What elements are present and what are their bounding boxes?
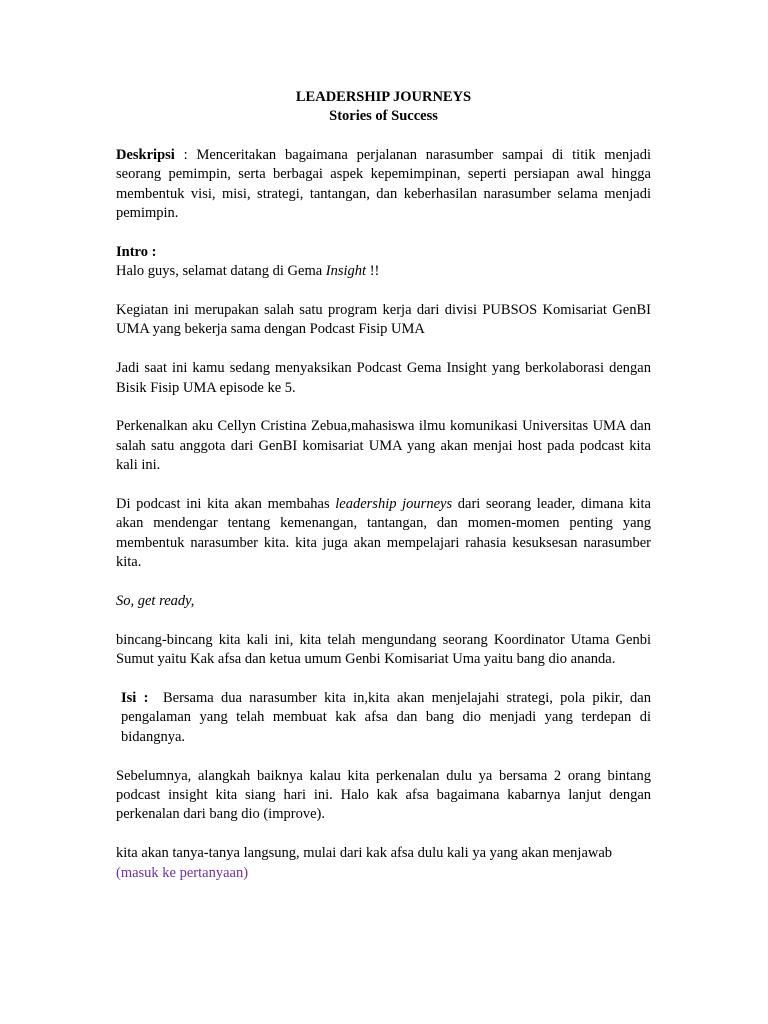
document-title: LEADERSHIP JOURNEYS [295, 89, 472, 105]
greeting-pre: Halo guys, selamat datang di Gema [116, 263, 326, 280]
deskripsi-paragraph [116, 146, 651, 224]
paragraph-topic [116, 495, 655, 573]
deskripsi-label: Deskripsi [116, 146, 175, 163]
questions-text: kita akan tanya-tanya langsung, mulai dari kak afsa dulu kali ya yang akan menjawab [116, 845, 613, 862]
greeting-post: !! [366, 263, 380, 280]
paragraph-program: Kegiatan ini merupakan salah satu program kerja dari divisi PUBSOS Komisariat GenBI UMA yang bekerja sama dengan Podcast Fisip UMA [116, 302, 651, 338]
document-subtitle: Stories of Success [329, 108, 438, 125]
isi-paragraph [116, 689, 655, 747]
paragraph-questions [116, 844, 651, 883]
paragraph-host-intro: Perkenalkan aku Cellyn Cristina Zebua,mahasiswa ilmu komunikasi Universitas UMA dan salah satu anggota dari GenBI komisariat UMA yang akan menjai host pada podcast kita kali ini. [116, 418, 651, 474]
topic-post: dari seorang leader, dimana kita akan mendengar tentang kemenangan, tantangan, dan momen-momen penting yang membentuk narasumber kita. kita juga akan mempelajari rahasia kesuksesan narasumber kita. [116, 496, 655, 571]
greeting-italic: Insight [325, 263, 367, 280]
topic-italic: leadership journeys [335, 496, 453, 513]
paragraph-episode: Jadi saat ini kamu sedang menyaksikan Podcast Gema Insight yang berkolaborasi dengan Bisik Fisip UMA episode ke 5. [116, 360, 651, 396]
greeting-paragraph [116, 262, 651, 281]
intro-label: Intro : [116, 243, 157, 260]
paragraph-guests: bincang-bincang kita kali ini, kita telah mengundang seorang Koordinator Utama Genbi Sumut yaitu Kak afsa dan ketua umum Genbi Komisariat Uma yaitu bang dio ananda. [116, 631, 651, 668]
get-ready-line: So, get ready, [116, 593, 195, 610]
paragraph-introductions: Sebelumnya, alangkah baiknya kalau kita perkenalan dulu ya bersama 2 orang bintang podcast insight kita siang hari ini. Halo kak afsa bagaimana kabarnya lanjut dengan perkenalan dari bang dio (improve). [116, 767, 651, 823]
topic-pre: Di podcast ini kita akan membahas [116, 496, 336, 513]
isi-text: Bersama dua narasumber kita in,kita akan menjelajahi strategi, pola pikir, dan pengalaman yang telah membuat kak afsa dan bang dio menjadi yang terdepan di bidangnya. [121, 690, 655, 745]
deskripsi-separator: : [174, 146, 197, 163]
deskripsi-text: Menceritakan bagaimana perjalanan narasumber sampai di titik menjadi seorang pemimpin, serta berbagai aspek kepemimpinan, seperti persiapan awal hingga membentuk visi, misi, strategi, tantangan, dan keberhasilan narasumber selama menjadi pemimpin. [116, 146, 652, 222]
isi-label: Isi : [121, 690, 149, 707]
questions-cue: (masuk ke pertanyaan) [116, 864, 249, 881]
